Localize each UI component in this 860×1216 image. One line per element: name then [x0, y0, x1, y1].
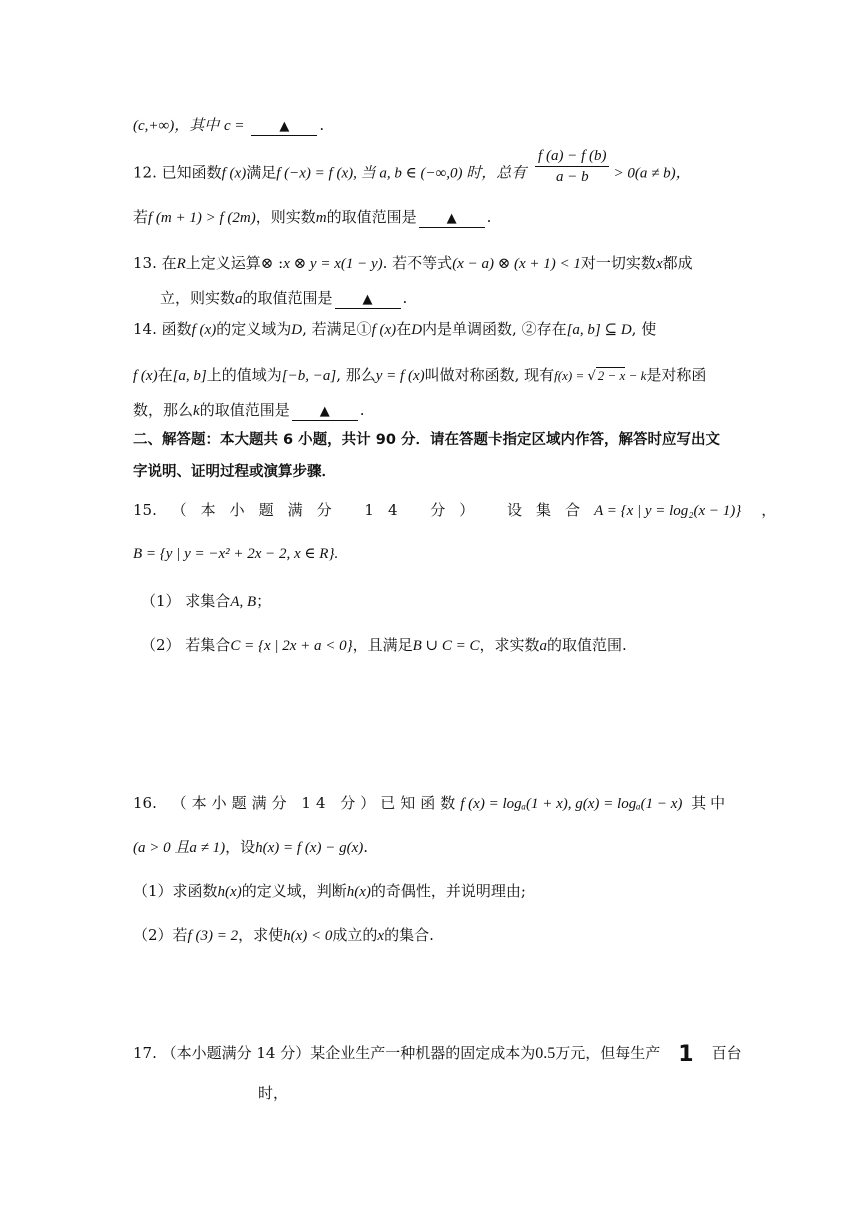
q16-condition: (a > 0 且a ≠ 1): [133, 840, 226, 856]
q15-part2-text: （2） 若集合: [141, 636, 231, 654]
q14-line1: [133, 318, 740, 341]
q14-text: 的定义域为: [216, 320, 292, 338]
q14-y-eq: y = f (x): [375, 368, 425, 384]
q17-text: 17. （本小题满分 14 分）某企业生产一种机器的固定成本为: [133, 1044, 536, 1062]
q13-x: x: [655, 256, 663, 272]
q14-fdef: f(x) =: [554, 368, 588, 383]
q17-one: 1: [678, 1042, 694, 1067]
fraction-numerator: f (a) − f (b): [535, 146, 609, 167]
q14-line2: [133, 364, 740, 388]
q12-inequality: > 0(a ≠ b)，: [613, 165, 691, 182]
period: .: [359, 401, 365, 419]
q12-line2: [133, 206, 740, 229]
q15-set-C: C = {x | 2x + a < 0}: [230, 638, 353, 654]
c-eq: c =: [224, 118, 245, 134]
q15-a: a: [539, 638, 548, 654]
section2-heading-line2: 字说明、证明过程或演算步骤．: [133, 464, 336, 480]
section2-heading-line1: 二、解答题：本大题共 6 小题，共计 90 分．请在答题卡指定区域内作答，解答时应写出文: [133, 432, 720, 448]
q14-radicand: 2 − x: [597, 368, 626, 383]
q17-text3: 百台: [711, 1044, 742, 1062]
q16-text4: 的奇偶性，并说明理由;: [370, 882, 526, 900]
q14-fx3: f (x): [133, 368, 158, 384]
q12-m: m: [315, 210, 327, 226]
q16-line1: [133, 792, 740, 815]
q15-line1: [133, 499, 777, 522]
q14-text8: , 那么: [336, 366, 376, 384]
q13-text3: 对一切实数: [580, 254, 656, 272]
q14-range: [−b, −a]: [281, 368, 337, 384]
q15-part1: [141, 590, 740, 613]
q14-subset: [a, b] ⊆ D: [566, 322, 632, 338]
q11-tail: [133, 114, 740, 137]
q12-condition: f (−x) = f (x), 当 a, b ∈ (−∞,0) 时，总有: [276, 165, 527, 182]
q14-fx: f (x): [191, 322, 217, 338]
q14-text5: , 使: [631, 320, 657, 338]
period: .: [363, 838, 369, 856]
q17-text2: 万元，但每生产: [555, 1044, 661, 1062]
q17-text4: 时，: [258, 1084, 289, 1102]
q13-text6: 的取值范围是: [242, 289, 333, 307]
answer-blank: [292, 402, 358, 421]
q17-cost: 0.5: [535, 1045, 556, 1062]
q14-k: k: [193, 403, 200, 419]
q16-text2: ，设: [225, 838, 256, 856]
q14-text10: 是对称函: [646, 366, 707, 384]
q15-points: （本小题满分 14 分）: [171, 501, 489, 519]
q17-line1: [133, 1042, 740, 1066]
q13-text2: . 若不等式: [382, 254, 453, 272]
q15-line2: [133, 542, 740, 565]
q13-number: 13. 在: [133, 254, 177, 272]
q13-op-def: x ⊗ y = x(1 − y): [283, 256, 383, 272]
sqrt-icon: √: [587, 369, 596, 384]
triangle-icon: ▲: [362, 292, 373, 307]
q16-h-def: h(x) = f (x) − g(x): [255, 840, 364, 856]
q15-text2: ，且满足: [352, 636, 413, 654]
q15-AB: A, B: [230, 594, 257, 610]
q12-number: 12. 已知函数: [133, 163, 222, 182]
q16-number: 16.: [133, 794, 157, 812]
q16-points: （本小题满分 14 分）已知函数: [171, 794, 461, 812]
answer-blank: [419, 209, 485, 228]
q14-D2: D: [411, 322, 423, 338]
q16-text7: 的集合.: [384, 926, 434, 944]
q14-interval: [a, b]: [172, 368, 207, 384]
q16-x: x: [377, 928, 385, 944]
triangle-icon: ▲: [446, 211, 457, 226]
q16-line2: [133, 836, 740, 859]
q16-part1: [133, 880, 740, 903]
q12-ineq: f (m + 1) > f (2m): [148, 210, 256, 226]
q13-line2: [160, 287, 740, 310]
q14-text4: 内是单调函数, ②存在: [422, 320, 567, 338]
q13-R: R: [176, 256, 186, 272]
q16-part1-text: （1）求函数: [133, 882, 218, 900]
q13-ineq: (x − a) ⊗ (x + 1) < 1: [452, 256, 581, 272]
answer-blank: [251, 117, 317, 136]
triangle-icon: ▲: [319, 404, 330, 419]
q16-part2-text: （2）若: [133, 926, 188, 944]
triangle-icon: ▲: [279, 119, 290, 134]
q14-minus-k: − k: [625, 368, 647, 383]
q12-line1: [133, 148, 740, 187]
q16-text5: ，求使: [238, 926, 284, 944]
q15-set-B: B = {y | y = −x² + 2x − 2, x ∈ R}.: [133, 546, 339, 562]
q14-number: 14. 函数: [133, 320, 192, 338]
q13-text5: 立，则实数: [160, 289, 236, 307]
q14-text9: 叫做对称函数, 现有: [424, 366, 555, 384]
q17-line2: [258, 1082, 740, 1104]
interval: (c,+∞)，其中: [133, 118, 220, 134]
q15-number: 15.: [133, 501, 157, 519]
q12-text: 满足: [246, 163, 277, 182]
fraction-denominator: a − b: [555, 169, 589, 185]
q14-text2: , 若满足①: [302, 320, 372, 338]
q14-text11: 数，那么: [133, 401, 194, 419]
q14-text7: 上的值域为: [206, 366, 282, 384]
q16-part2: [133, 924, 740, 947]
q16-hx2: h(x): [346, 884, 371, 900]
q16-text3: 的定义域，判断: [241, 882, 347, 900]
period: .: [486, 208, 492, 226]
q12-if: 若: [133, 208, 149, 226]
answer-blank: [335, 290, 401, 309]
q14-text6: 在: [157, 366, 173, 384]
q15-union: B ∪ C = C: [412, 638, 480, 654]
q13-text4: 都成: [662, 254, 693, 272]
q16-text: 其中: [691, 794, 730, 812]
q16-f3: f (3) = 2: [187, 928, 239, 944]
q15-part1-text: （1） 求集合: [141, 592, 231, 610]
q15-comma: ，: [761, 501, 777, 519]
q12-text3: 的取值范围是: [326, 208, 417, 226]
q16-functions: f (x) = logₐ(1 + x), g(x) = logₐ(1 − x): [460, 796, 683, 812]
q14-D: D: [291, 322, 303, 338]
q15-set-A: A = {x | y = log₂(x − 1)}: [594, 503, 742, 519]
q13-a: a: [235, 291, 243, 307]
q12-text2: ，则实数: [255, 208, 316, 226]
q15-semicolon: ；: [256, 592, 272, 610]
q14-text12: 的取值范围是: [199, 401, 290, 419]
q14-fx2: f (x): [371, 322, 397, 338]
q13-line1: [133, 252, 740, 275]
q14-line3: [133, 399, 740, 422]
q15-text4: 的取值范围.: [547, 636, 627, 654]
period: .: [319, 116, 325, 134]
q12-fraction: [535, 146, 609, 187]
q13-text: 上定义运算⊗ :: [185, 254, 284, 272]
period: .: [402, 289, 408, 307]
q16-hx-neg: h(x) < 0: [283, 928, 333, 944]
q15-text: 设集合: [507, 501, 595, 519]
q16-text6: 成立的: [332, 926, 378, 944]
q14-text3: 在: [396, 320, 412, 338]
q16-hx: h(x): [217, 884, 242, 900]
q12-fx: f (x): [221, 165, 247, 182]
q15-part2: [141, 634, 740, 657]
q15-text3: ，求实数: [479, 636, 540, 654]
